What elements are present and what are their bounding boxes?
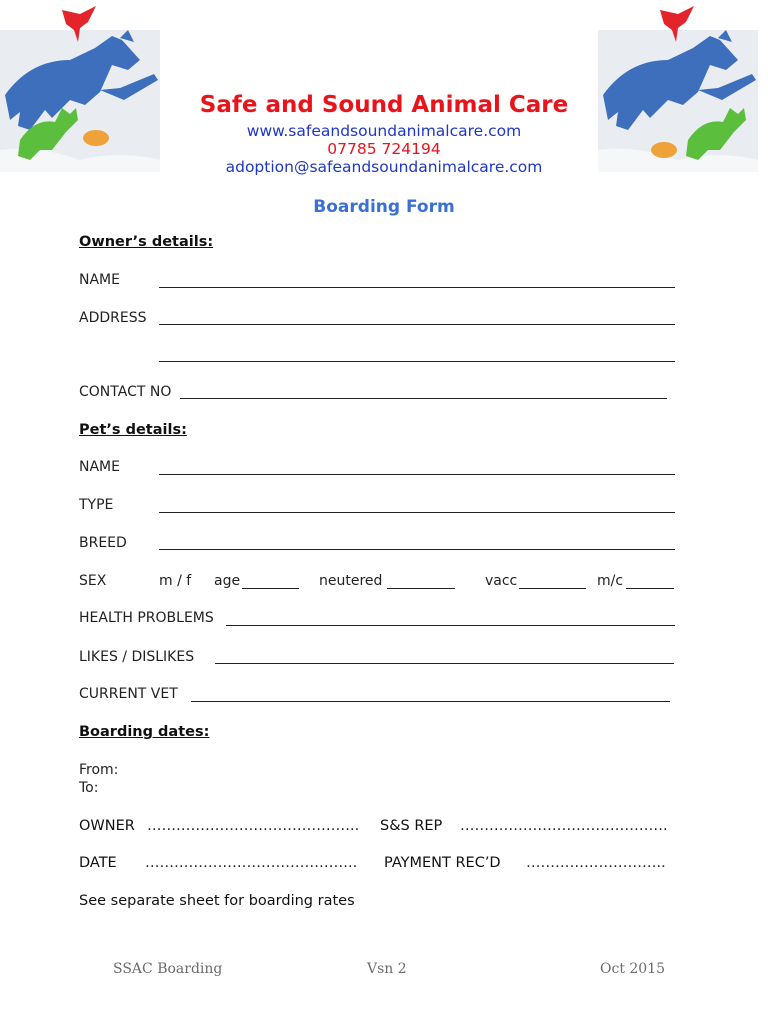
- microchip-label: m/c: [597, 573, 624, 589]
- pet-breed-field[interactable]: [159, 549, 675, 550]
- contact-number-field[interactable]: [180, 398, 667, 399]
- payment-received-field[interactable]: ………………………..: [526, 855, 666, 871]
- pet-type-label: TYPE: [79, 497, 114, 513]
- from-label: From:: [79, 762, 119, 778]
- owner-details-heading: Owner’s details:: [79, 234, 214, 250]
- owner-signature-field[interactable]: ……………………………………..: [147, 818, 360, 834]
- microchip-field[interactable]: [626, 588, 674, 589]
- current-vet-field[interactable]: [191, 701, 670, 702]
- vacc-field[interactable]: [519, 588, 586, 589]
- age-label: age: [214, 573, 241, 589]
- footer-doc-name: SSAC Boarding: [113, 961, 223, 977]
- rep-signature-field[interactable]: …………………………………….: [460, 818, 668, 834]
- sex-options: m / f: [159, 573, 192, 589]
- owner-name-field[interactable]: [159, 287, 675, 288]
- date-label: DATE: [79, 855, 117, 871]
- contact-number-label: CONTACT NO: [79, 384, 172, 400]
- website-link[interactable]: www.safeandsoundanimalcare.com: [246, 122, 522, 140]
- likes-dislikes-field[interactable]: [215, 663, 674, 664]
- owner-name-label: NAME: [79, 272, 120, 288]
- pet-breed-label: BREED: [79, 535, 127, 551]
- pet-name-field[interactable]: [159, 474, 675, 475]
- pet-details-heading: Pet’s details:: [79, 422, 187, 438]
- vacc-label: vacc: [485, 573, 518, 589]
- footer-version: Vsn 2: [367, 961, 407, 977]
- owner-address-label: ADDRESS: [79, 310, 147, 326]
- owner-address-field-line1[interactable]: [159, 324, 675, 325]
- phone-number: 07785 724194: [327, 140, 441, 158]
- to-label: To:: [79, 780, 99, 796]
- boarding-rates-note: See separate sheet for boarding rates: [79, 893, 355, 909]
- owner-signature-label: OWNER: [79, 818, 135, 834]
- payment-received-label: PAYMENT REC’D: [384, 855, 501, 871]
- health-problems-field[interactable]: [226, 625, 675, 626]
- date-field[interactable]: ……………………………………..: [145, 855, 358, 871]
- footer-date: Oct 2015: [600, 961, 666, 977]
- owner-address-field-line2[interactable]: [159, 361, 675, 362]
- current-vet-label: CURRENT VET: [79, 686, 178, 702]
- email-link[interactable]: adoption@safeandsoundanimalcare.com: [225, 158, 543, 176]
- age-field[interactable]: [242, 588, 299, 589]
- health-problems-label: HEALTH PROBLEMS: [79, 610, 214, 626]
- organization-name: Safe and Sound Animal Care: [199, 92, 569, 118]
- likes-dislikes-label: LIKES / DISLIKES: [79, 649, 195, 665]
- neutered-label: neutered: [319, 573, 383, 589]
- pet-sex-label: SEX: [79, 573, 107, 589]
- pet-name-label: NAME: [79, 459, 120, 475]
- rep-signature-label: S&S REP: [380, 818, 443, 834]
- neutered-field[interactable]: [387, 588, 455, 589]
- boarding-dates-heading: Boarding dates:: [79, 724, 210, 740]
- pet-type-field[interactable]: [159, 512, 675, 513]
- form-title: Boarding Form: [313, 197, 455, 217]
